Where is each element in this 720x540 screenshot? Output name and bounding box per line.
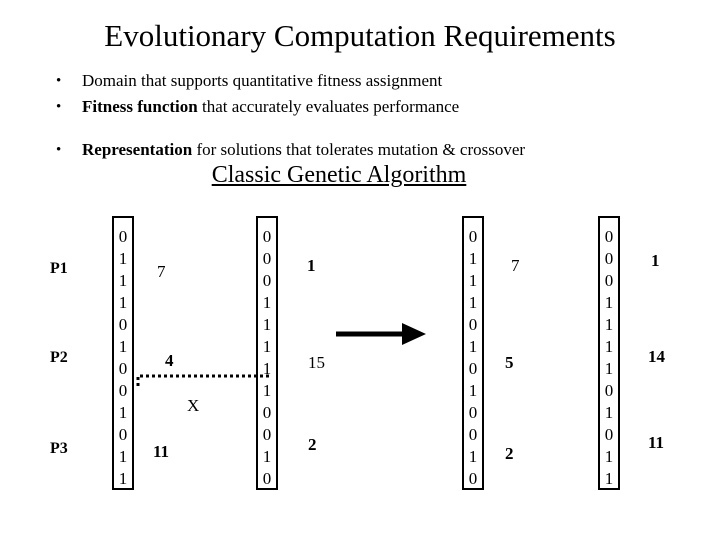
gene-bit: 1 (468, 381, 478, 400)
gene-bit: 1 (604, 315, 614, 334)
chromosome-column-2 (256, 0, 282, 490)
gene-bit: 1 (604, 447, 614, 466)
gene-bit: 1 (118, 249, 128, 268)
gene-bit: 0 (604, 227, 614, 246)
chromosome-column-4 (598, 0, 624, 490)
fitness-value: 7 (157, 262, 166, 281)
gene-bit: 1 (118, 469, 128, 488)
gene-bit: 1 (262, 337, 272, 356)
bullet-2-text: that accurately evaluates performance (197, 97, 460, 116)
bullet-marker: • (56, 142, 62, 158)
population-label-p2: P2 (50, 349, 68, 366)
gene-bit: 0 (262, 227, 272, 246)
fitness-value: 11 (648, 433, 665, 452)
gene-bit: 1 (604, 359, 614, 378)
gene-bit: 1 (262, 293, 272, 312)
gene-bit: 0 (118, 227, 128, 246)
population-label-p3: P3 (50, 440, 68, 457)
gene-bit: 1 (118, 447, 128, 466)
fitness-value: 15 (308, 353, 325, 372)
gene-bit: 0 (468, 469, 478, 488)
bullet-2-bold: Fitness function (82, 97, 198, 116)
gene-bit: 0 (262, 271, 272, 290)
gene-bit: 1 (604, 469, 614, 488)
bullet-1-text: Domain that supports quantitative fitness assignment (82, 71, 443, 90)
gene-bit: 0 (604, 249, 614, 268)
gene-bit: 0 (604, 425, 614, 444)
fitness-value: 5 (505, 353, 514, 372)
gene-bit: 0 (262, 469, 272, 488)
gene-bit: 1 (604, 403, 614, 422)
gene-bit: 1 (118, 293, 128, 312)
gene-bit: 1 (468, 271, 478, 290)
gene-bit: 0 (468, 403, 478, 422)
diagram-subtitle: Classic Genetic Algorithm (211, 162, 467, 188)
chromosome-column-3 (462, 0, 488, 490)
gene-bit: 1 (118, 337, 128, 356)
gene-bit: 1 (262, 359, 272, 378)
fitness-value: 1 (307, 256, 316, 275)
gene-bit: 1 (262, 315, 272, 334)
chromosome-column-1 (112, 0, 138, 490)
fitness-value: 11 (153, 442, 170, 461)
fitness-value: 4 (165, 351, 174, 370)
fitness-value: 14 (648, 347, 665, 366)
fitness-value: 2 (308, 435, 317, 454)
gene-bit: 0 (604, 381, 614, 400)
gene-bit: 0 (468, 315, 478, 334)
gene-bit: 0 (262, 403, 272, 422)
gene-bit: 0 (118, 359, 128, 378)
gene-bit: 0 (468, 425, 478, 444)
bullet-3-text: for solutions that tolerates mutation & crossover (192, 140, 526, 159)
gene-bit: 1 (262, 381, 272, 400)
gene-bit: 0 (262, 425, 272, 444)
gene-bit: 1 (468, 293, 478, 312)
gene-bit: 1 (604, 293, 614, 312)
gene-bit: 1 (118, 403, 128, 422)
gene-bit: 0 (468, 227, 478, 246)
bullet-marker: • (56, 99, 62, 115)
gene-bit: 0 (262, 249, 272, 268)
gene-bit: 1 (604, 337, 614, 356)
slide-title: Evolutionary Computation Requirements (104, 18, 616, 53)
gene-bit: 1 (468, 337, 478, 356)
bullet-marker: • (56, 73, 62, 89)
population-label-p1: P1 (50, 260, 68, 277)
bullet-3-bold: Representation (82, 140, 193, 159)
crossover-label: X (187, 396, 200, 415)
gene-bit: 1 (468, 249, 478, 268)
right-arrow-icon (336, 322, 428, 346)
gene-bit: 0 (468, 359, 478, 378)
fitness-value: 1 (651, 251, 660, 270)
gene-bit: 1 (468, 447, 478, 466)
gene-bit: 0 (118, 315, 128, 334)
gene-bit: 1 (118, 271, 128, 290)
gene-bit: 0 (604, 271, 614, 290)
fitness-value: 2 (505, 444, 514, 463)
bullet-3 (82, 140, 525, 160)
gene-bit: 0 (118, 425, 128, 444)
fitness-value: 7 (511, 256, 520, 275)
gene-bit: 0 (118, 381, 128, 400)
gene-bit: 1 (262, 447, 272, 466)
